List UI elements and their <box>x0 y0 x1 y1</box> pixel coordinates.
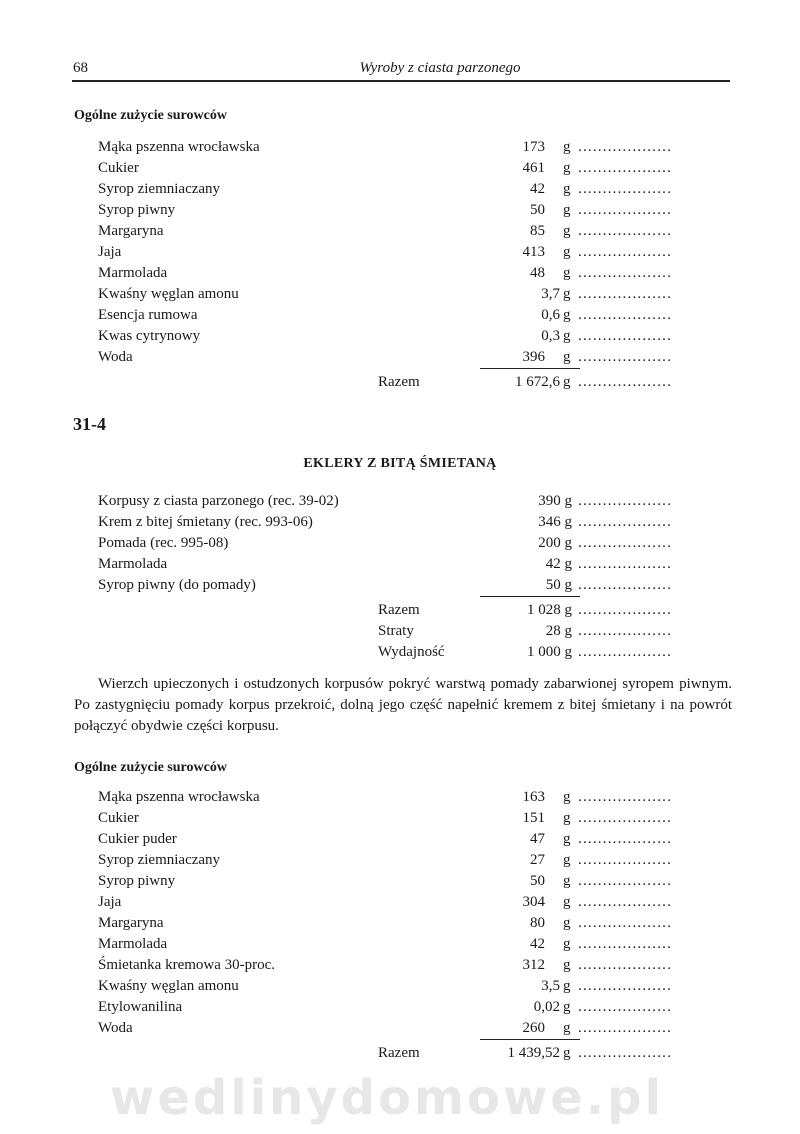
ingredient-row <box>0 955 740 976</box>
amount: 42 <box>530 936 545 952</box>
dot-leader: ................... <box>578 915 673 931</box>
ingredient-row <box>0 997 740 1018</box>
ingredient-row <box>0 200 740 221</box>
unit: g <box>563 789 571 805</box>
ingredient-name: Margaryna <box>98 915 164 931</box>
amount: 1 439,52 <box>507 1045 560 1061</box>
unit: g <box>563 852 571 868</box>
ingredient-row <box>0 934 740 955</box>
dot-leader: ................... <box>578 181 673 197</box>
amount: 47 <box>530 831 545 847</box>
unit: g <box>563 160 571 176</box>
ingredient-row <box>0 808 740 829</box>
component-amount: 50 g <box>545 577 572 593</box>
amount: 163 <box>522 789 545 805</box>
total-label: Razem <box>378 374 420 390</box>
dot-leader: ................... <box>578 978 673 994</box>
recipe-total-row <box>0 600 740 621</box>
component-name: Marmolada <box>98 556 168 572</box>
instructions-paragraph: Wierzch upieczonych i ostudzonych korpusów pokryć warstwą pomady zabarwionej syropem piwnym. Po zastygnięciu pomady korpus przekroić, dolną jego część napełnić kremem z bitej śmietany i na powrót połączyć obydwie części korpusu. <box>74 676 732 734</box>
amount: 151 <box>522 810 545 826</box>
unit: g <box>563 957 571 973</box>
sum-rule <box>480 596 580 597</box>
component-amount: 346 g <box>538 514 572 530</box>
amount: 85 <box>530 223 545 239</box>
ingredient-name: Cukier <box>98 810 139 826</box>
amount: 42 <box>530 181 545 197</box>
unit: g <box>563 244 571 260</box>
unit: g <box>563 202 571 218</box>
dot-leader: ................... <box>578 789 673 805</box>
dot-leader: ................... <box>578 577 673 593</box>
unit: g <box>563 223 571 239</box>
unit: g <box>563 873 571 889</box>
unit: g <box>563 265 571 281</box>
component-name: Korpusy z ciasta parzonego (rec. 39-02) <box>98 493 339 509</box>
amount: 50 <box>530 202 545 218</box>
dot-leader: ................... <box>578 999 673 1015</box>
ingredients-table-1 <box>0 137 740 393</box>
dot-leader: ................... <box>578 831 673 847</box>
amount: 3,7 <box>541 286 560 302</box>
ingredient-row <box>0 850 740 871</box>
total-label: Razem <box>378 602 420 618</box>
ingredient-row <box>0 221 740 242</box>
dot-leader: ................... <box>578 307 673 323</box>
unit: g <box>563 831 571 847</box>
ingredient-row <box>0 871 740 892</box>
ingredient-name: Cukier <box>98 160 139 176</box>
amount: 27 <box>530 852 545 868</box>
sum-rule <box>480 368 580 369</box>
ingredient-row <box>0 829 740 850</box>
unit: g <box>563 915 571 931</box>
ingredient-row <box>0 305 740 326</box>
ingredient-name: Cukier puder <box>98 831 177 847</box>
amount: 0,3 <box>541 328 560 344</box>
component-amount: 390 g <box>538 493 572 509</box>
amount: 413 <box>522 244 545 260</box>
dot-leader: ................... <box>578 894 673 910</box>
total-row <box>0 372 740 393</box>
section-heading-1: Ogólne zużycie surowców <box>74 108 227 123</box>
recipe-row <box>0 533 740 554</box>
ingredient-row <box>0 913 740 934</box>
amount: 50 <box>530 873 545 889</box>
recipe-table <box>0 491 740 663</box>
dot-leader: ................... <box>578 852 673 868</box>
sum-rule <box>480 1039 580 1040</box>
ingredient-row <box>0 787 740 808</box>
component-name: Syrop piwny (do pomady) <box>98 577 256 593</box>
dot-leader: ................... <box>578 535 673 551</box>
unit: g <box>563 374 571 390</box>
amount: 304 <box>522 894 545 910</box>
ingredient-name: Kwas cytrynowy <box>98 328 201 344</box>
total-label: Wydajność <box>378 644 445 660</box>
dot-leader: ................... <box>578 873 673 889</box>
dot-leader: ................... <box>578 244 673 260</box>
amount: 48 <box>530 265 545 281</box>
dot-leader: ................... <box>578 514 673 530</box>
ingredient-name: Syrop piwny <box>98 873 176 889</box>
total-label: Razem <box>378 1045 420 1061</box>
recipe-total-row <box>0 642 740 663</box>
dot-leader: ................... <box>578 493 673 509</box>
ingredient-name: Jaja <box>98 894 122 910</box>
amount: 0,02 <box>533 999 560 1015</box>
component-amount: 200 g <box>538 535 572 551</box>
unit: g <box>563 181 571 197</box>
recipe-row <box>0 554 740 575</box>
dot-leader: ................... <box>578 623 673 639</box>
dot-leader: ................... <box>578 957 673 973</box>
ingredient-row <box>0 347 740 368</box>
amount: 173 <box>522 139 545 155</box>
recipe-total-row <box>0 621 740 642</box>
unit: g <box>563 139 571 155</box>
amount: 1 672,6 <box>515 374 560 390</box>
component-amount: 42 g <box>545 556 572 572</box>
amount: 260 <box>522 1020 545 1036</box>
ingredient-row <box>0 158 740 179</box>
unit: g <box>563 307 571 323</box>
ingredient-row <box>0 263 740 284</box>
unit: g <box>563 1020 571 1036</box>
ingredient-row <box>0 284 740 305</box>
amount: 461 <box>522 160 545 176</box>
dot-leader: ................... <box>578 936 673 952</box>
ingredient-row <box>0 326 740 347</box>
ingredient-name: Marmolada <box>98 265 168 281</box>
recipe-row <box>0 512 740 533</box>
component-name: Krem z bitej śmietany (rec. 993-06) <box>98 514 313 530</box>
dot-leader: ................... <box>578 328 673 344</box>
ingredient-name: Woda <box>98 1020 133 1036</box>
ingredient-row <box>0 892 740 913</box>
total-amount: 28 g <box>545 623 572 639</box>
ingredient-name: Woda <box>98 349 133 365</box>
ingredients-table-2 <box>0 787 740 1064</box>
dot-leader: ................... <box>578 556 673 572</box>
section-heading-2: Ogólne zużycie surowców <box>74 760 227 775</box>
unit: g <box>563 936 571 952</box>
unit: g <box>563 328 571 344</box>
recipe-row <box>0 575 740 596</box>
ingredient-name: Marmolada <box>98 936 168 952</box>
ingredient-name: Esencja rumowa <box>98 307 198 323</box>
dot-leader: ................... <box>578 1020 673 1036</box>
total-row <box>0 1043 740 1064</box>
unit: g <box>563 999 571 1015</box>
unit: g <box>563 978 571 994</box>
ingredient-name: Kwaśny węglan amonu <box>98 978 239 994</box>
amount: 80 <box>530 915 545 931</box>
ingredient-name: Jaja <box>98 244 122 260</box>
ingredient-name: Kwaśny węglan amonu <box>98 286 239 302</box>
unit: g <box>563 349 571 365</box>
ingredient-name: Mąka pszenna wrocławska <box>98 139 260 155</box>
unit: g <box>563 810 571 826</box>
dot-leader: ................... <box>578 810 673 826</box>
amount: 312 <box>522 957 545 973</box>
ingredient-name: Margaryna <box>98 223 164 239</box>
total-label: Straty <box>378 623 414 639</box>
unit: g <box>563 894 571 910</box>
ingredient-row <box>0 1018 740 1039</box>
dot-leader: ................... <box>578 160 673 176</box>
amount: 396 <box>522 349 545 365</box>
total-amount: 1 028 g <box>527 602 572 618</box>
dot-leader: ................... <box>578 602 673 618</box>
dot-leader: ................... <box>578 223 673 239</box>
unit: g <box>563 1045 571 1061</box>
ingredient-row <box>0 242 740 263</box>
page-number: 68 <box>73 60 88 76</box>
total-amount: 1 000 g <box>527 644 572 660</box>
dot-leader: ................... <box>578 349 673 365</box>
watermark: wedlinydomowe.pl <box>110 1070 664 1126</box>
dot-leader: ................... <box>578 374 673 390</box>
recipe-number: 31-4 <box>73 414 106 434</box>
dot-leader: ................... <box>578 644 673 660</box>
ingredient-name: Syrop piwny <box>98 202 176 218</box>
dot-leader: ................... <box>578 286 673 302</box>
ingredient-row <box>0 137 740 158</box>
component-name: Pomada (rec. 995-08) <box>98 535 229 551</box>
ingredient-row <box>0 976 740 997</box>
amount: 0,6 <box>541 307 560 323</box>
dot-leader: ................... <box>578 202 673 218</box>
ingredient-name: Mąka pszenna wrocławska <box>98 789 260 805</box>
unit: g <box>563 286 571 302</box>
dot-leader: ................... <box>578 265 673 281</box>
dot-leader: ................... <box>578 1045 673 1061</box>
amount: 3,5 <box>541 978 560 994</box>
header-rule <box>72 80 730 82</box>
recipe-row <box>0 491 740 512</box>
recipe-title: EKLERY Z BITĄ ŚMIETANĄ <box>303 456 497 471</box>
ingredient-name: Etylowanilina <box>98 999 183 1015</box>
dot-leader: ................... <box>578 139 673 155</box>
ingredient-name: Śmietanka kremowa 30-proc. <box>98 957 276 973</box>
running-title: Wyroby z ciasta parzonego <box>359 60 521 76</box>
ingredient-name: Syrop ziemniaczany <box>98 181 221 197</box>
ingredient-row <box>0 179 740 200</box>
ingredient-name: Syrop ziemniaczany <box>98 852 221 868</box>
